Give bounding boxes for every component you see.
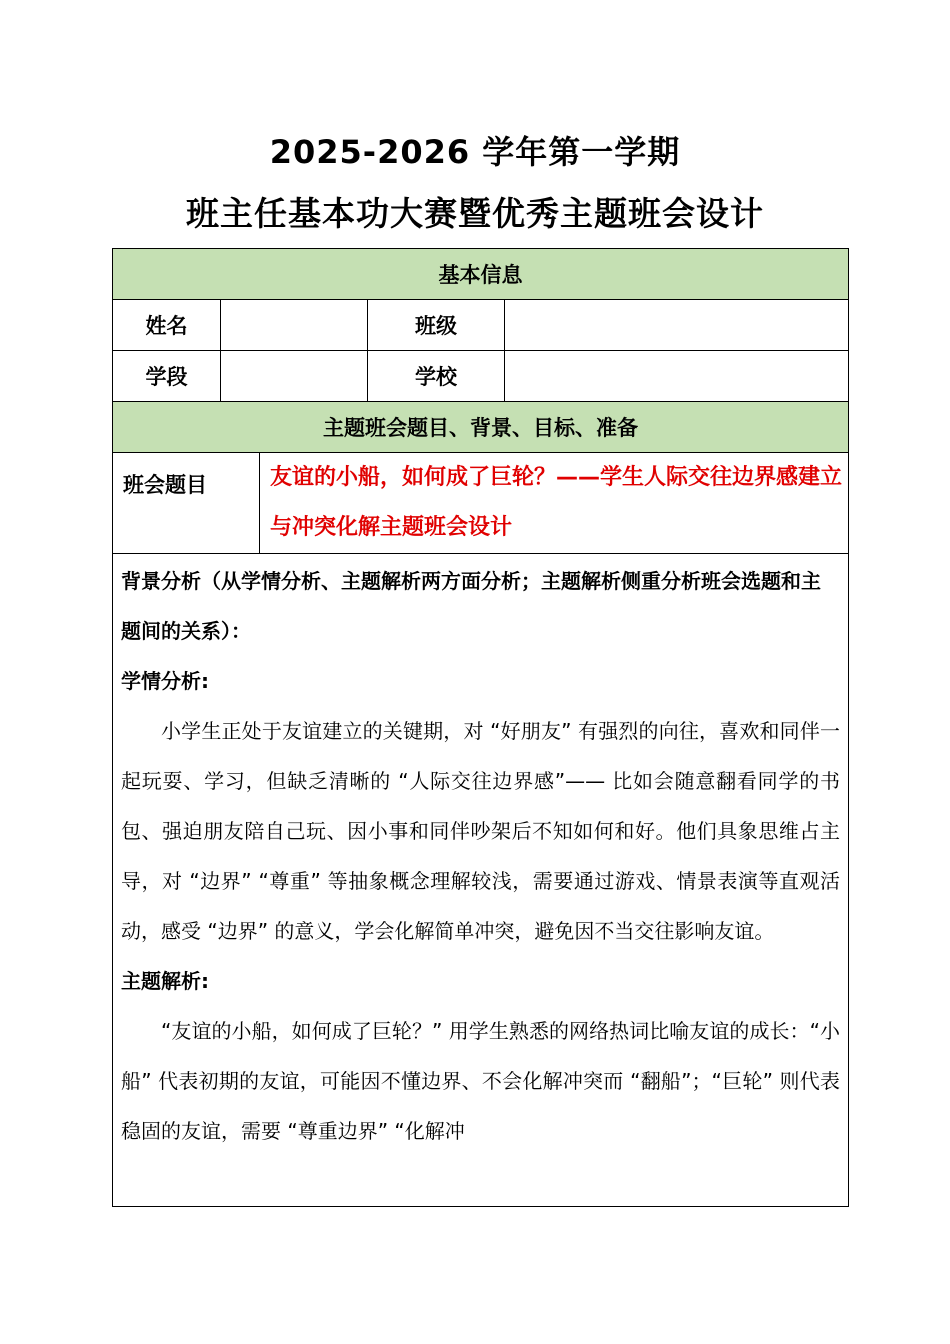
name-label: 姓名 — [113, 300, 221, 351]
topic-value: 友谊的小船，如何成了巨轮？——学生人际交往边界感建立与冲突化解主题班会设计 — [260, 453, 849, 554]
name-value-cell[interactable] — [221, 300, 368, 351]
theme-analysis-heading: 主题解析: — [121, 969, 209, 993]
section-header-basic-info: 基本信息 — [113, 249, 849, 300]
topic-label: 班会题目 — [113, 453, 260, 554]
document-title-line1: 2025-2026 学年第一学期 — [269, 133, 681, 171]
stage-value-cell[interactable] — [221, 351, 368, 402]
class-label: 班级 — [368, 300, 505, 351]
background-analysis-cell — [113, 554, 849, 1207]
document-title-line2: 班主任基本功大赛暨优秀主题班会设计 — [186, 194, 764, 233]
stage-label: 学段 — [113, 351, 221, 402]
theme-analysis-text: “友谊的小船，如何成了巨轮？” 用学生熟悉的网络热词比喻友谊的成长：“小船” 代表初期的友谊，可能因不懂边界、不会化解冲突而 “翻船”；“巨轮” 则代表稳固的友谊，需要 “尊重边界” “化解冲 — [121, 1019, 840, 1143]
class-value-cell[interactable] — [505, 300, 849, 351]
student-analysis-text: 小学生正处于友谊建立的关键期，对 “好朋友” 有强烈的向往，喜欢和同伴一起玩耍、学习，但缺乏清晰的 “人际交往边界感”—— 比如会随意翻看同学的书包、强迫朋友陪自己玩、因小事和同伴吵架后不知如何和好。他们具象思维占主导，对 “边界” “尊重” 等抽象概念理解较浅，需要通过游戏、情景表演等直观活动，感受 “边界” 的意义，学会化解简单冲突，避免因不当交往影响友谊。 — [121, 719, 840, 943]
school-value-cell[interactable] — [505, 351, 849, 402]
section-header-topic-background: 主题班会题目、背景、目标、准备 — [113, 402, 849, 453]
background-heading: 背景分析（从学情分析、主题解析两方面分析；主题解析侧重分析班会选题和主题间的关系）： — [121, 569, 821, 643]
lesson-plan-table — [112, 248, 849, 1207]
student-analysis-heading: 学情分析: — [121, 669, 209, 693]
school-label: 学校 — [368, 351, 505, 402]
